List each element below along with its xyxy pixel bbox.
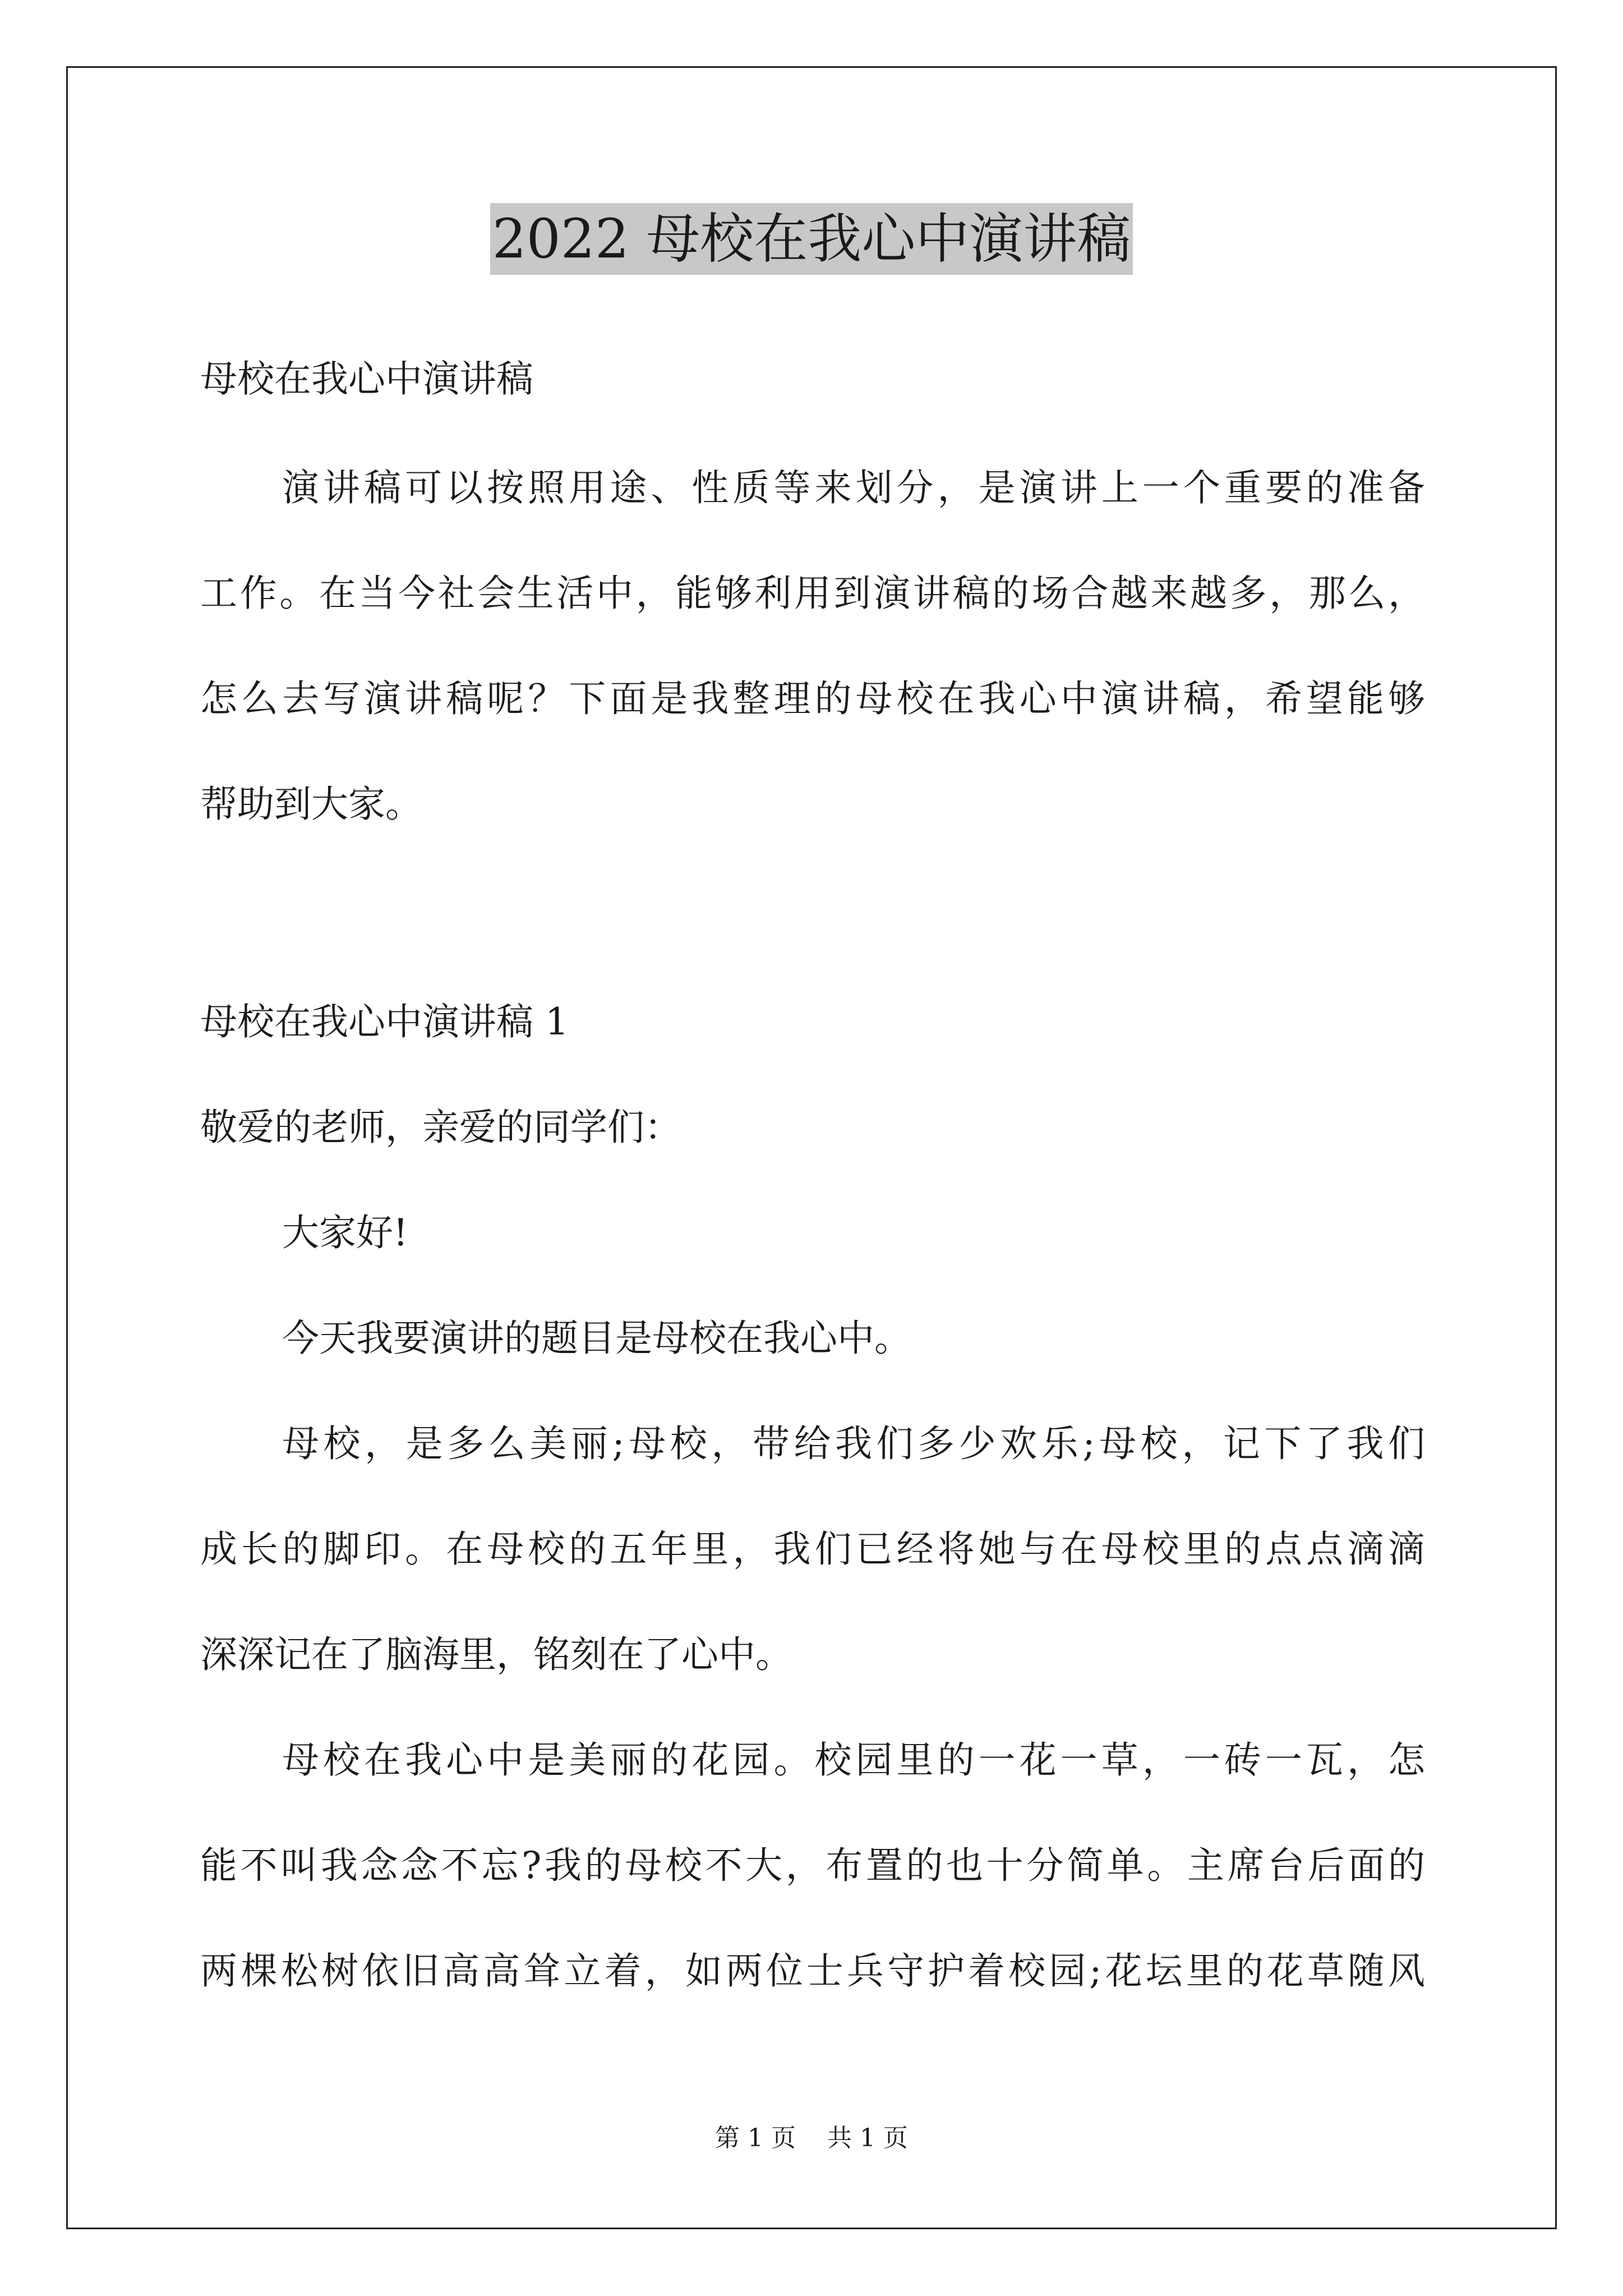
paragraph-line: 母校在我心中是美丽的花园。校园里的一花一草，一砖一瓦，怎 [282, 1738, 1425, 1782]
section-heading: 母校在我心中演讲稿 1 [200, 1000, 569, 1043]
title-container [0, 203, 1623, 275]
paragraph-line: 今天我要演讲的题目是母校在我心中。 [282, 1317, 911, 1360]
page-footer: 第 1 页 共 1 页 [715, 2124, 908, 2152]
greeting: 大家好! [282, 1211, 408, 1254]
paragraph-line: 成长的脚印。在母校的五年里，我们已经将她与在母校里的点点滴滴 [200, 1527, 1425, 1571]
paragraph-line: 帮助到大家。 [200, 783, 422, 826]
paragraph-line: 母校，是多么美丽;母校，带给我们多少欢乐;母校，记下了我们 [282, 1422, 1425, 1465]
paragraph-line: 两棵松树依旧高高耸立着，如两位士兵守护着校园;花坛里的花草随风 [200, 1949, 1425, 1993]
salutation: 敬爱的老师，亲爱的同学们： [200, 1106, 681, 1149]
paragraph-line: 演讲稿可以按照用途、性质等来划分，是演讲上一个重要的准备 [282, 466, 1425, 509]
paragraph-line: 能不叫我念念不忘?我的母校不大，布置的也十分简单。主席台后面的 [200, 1844, 1425, 1887]
paragraph-line: 深深记在了脑海里，铭刻在了心中。 [200, 1633, 792, 1676]
subtitle: 母校在我心中演讲稿 [200, 357, 533, 401]
paragraph-line: 工作。在当今社会生活中，能够利用到演讲稿的场合越来越多，那么， [200, 572, 1425, 615]
paragraph-line: 怎么去写演讲稿呢？下面是我整理的母校在我心中演讲稿，希望能够 [200, 677, 1425, 720]
document-title: 2022 母校在我心中演讲稿 [490, 203, 1133, 275]
